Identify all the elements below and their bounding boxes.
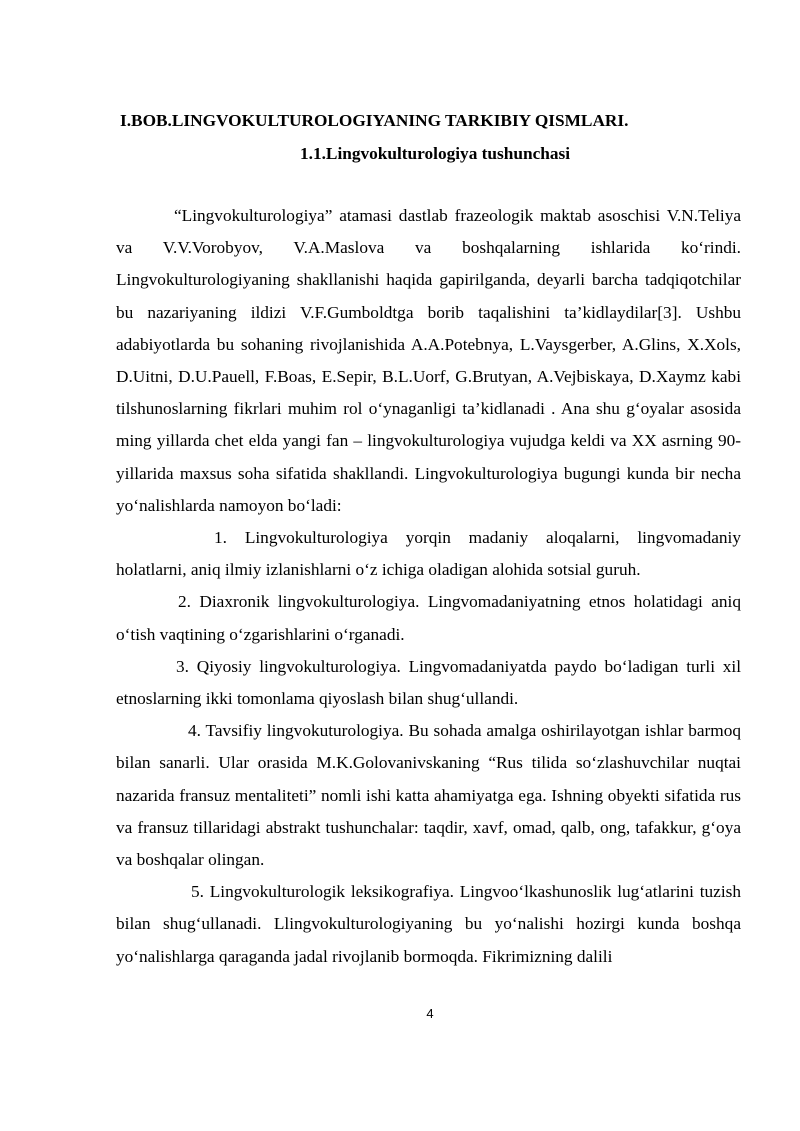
list-item-2: 2. Diaxronik lingvokulturologiya. Lingvomadaniyatning etnos holatidagi aniq o‘tish vaqtining o‘zgarishlarini o‘rganadi. [116,592,741,644]
list-item-4: 4. Tavsifiy lingvokuturologiya. Bu sohada amalga oshirilayotgan ishlar barmoq bilan sanarli. Ular orasida M.K.Golovanivskaning “Rus tilida so‘zlashuvchilar nuqtai nazarida fransuz mentaliteti” nomli ishi katta ahamiyatga ega. Ishning obyekti sifatida rus va fransuz tillaridagi abstrakt tushunchalar: taqdir, xavf, omad, qalb, ong, tafakkur, g‘oya va boshqalar olingan. [116,721,741,870]
intro-paragraph: “Lingvokulturologiya” atamasi dastlab frazeologik maktab asoschisi V.N.Teliya va V.V.Vorobyov, V.A.Maslova va boshqalarning ishlarida ko‘rindi. Lingvokulturologiyaning shakllanishi haqida gapirilganda, deyarli barcha tadqiqotchilar bu nazariyaning ildizi V.F.Gumboldtga borib taqalishini ta’kidlaydilar[3]. Ushbu adabiyotlarda bu sohaning rivojlanishida A.A.Potebnya, L.Vaysgerber, A.Glins, X.Xols, D.Uitni, D.U.Pauell, F.Boas, E.Sepir, B.L.Uorf, G.Brutyan, A.Vejbiskaya, D.Xaymz kabi tilshunoslarning fikrlari muhim rol o‘ynaganligi ta’kidlanadi . Ana shu g‘oyalar asosida ming yillarda chet elda yangi fan – lingvokulturologiya vujudga keldi va XX asrning 90-yillarida maxsus soha sifatida shakllandi. Lingvokulturologiya bugungi kunda bir necha yo‘nalishlarda namoyon bo‘ladi: [116,206,741,515]
list-item-5: 5. Lingvokulturologik leksikografiya. Lingvoo‘lkashunoslik lug‘atlarini tuzish bilan shug‘ullanadi. Llingvokulturologiyaning bu yo‘nalishi hozirgi kunda boshqa yo‘nalishlarga qaraganda jadal rivojlanib bormoqda. Fikrimizning dalili [116,882,741,966]
list-item-1: 1. Lingvokulturologiya yorqin madaniy aloqalarni, lingvomadaniy holatlarni, aniq ilmiy izlanishlarni o‘z ichiga oladigan alohida sotsial guruh. [116,528,741,580]
section-title: 1.1.Lingvokulturologiya tushunchasi [300,144,571,163]
list-item-3: 3. Qiyosiy lingvokulturologiya. Lingvomadaniyatda paydo bo‘ladigan turli xil etnoslarning ikki tomonlama qiyoslash bilan shug‘ullandi. [116,656,741,709]
body-text [116,200,741,973]
page-number: 4 [426,1006,434,1021]
chapter-title: I.BOB.LINGVOKULTUROLOGIYANING TARKIBIY QISMLARI. [120,111,629,130]
